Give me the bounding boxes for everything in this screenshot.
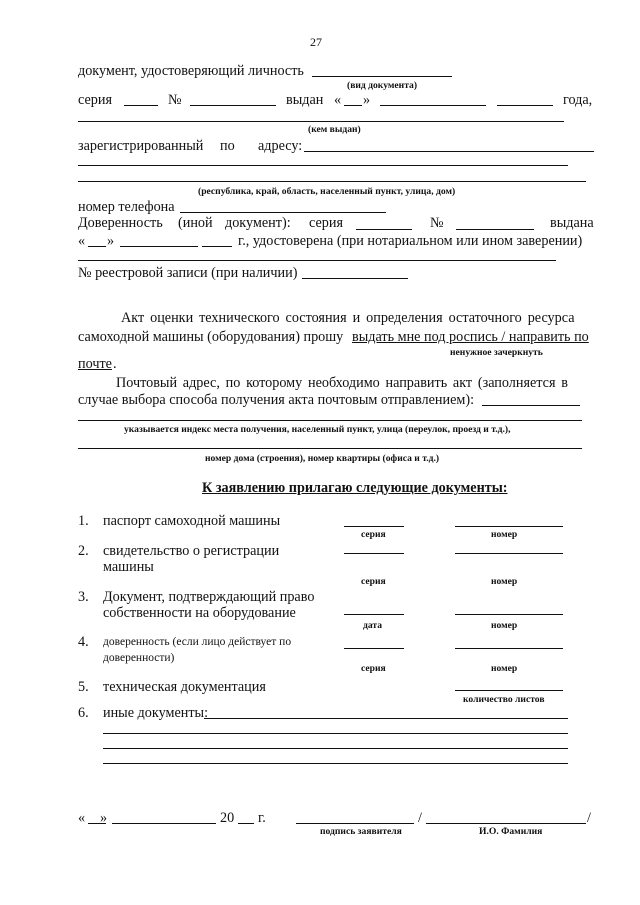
request-line-2-choice: выдать мне под роспись / направить по [352,329,589,345]
postal-hint-1: указывается индекс места получения, населенный пункт, улица (переулок, проезд и т.д.), [124,424,511,435]
issued-month-field[interactable] [380,105,486,106]
item-number-field[interactable] [455,648,563,649]
proxy-date-open: « [78,233,86,249]
item-series-hint: серия [361,576,386,587]
item-number: 2. [78,543,89,559]
proxy-day-field[interactable] [88,246,106,247]
item-label-cont: доверенности) [103,652,175,664]
item-number: 3. [78,589,89,605]
address-field-3[interactable] [78,181,586,182]
item-number: 6. [78,705,89,721]
item-number: 1. [78,513,89,529]
signature-hint: подпись заявителя [320,826,402,837]
attachments-heading: К заявлению прилагаю следующие документы: [202,480,508,496]
item-number: 5. [78,679,89,695]
identity-doc-label: документ, удостоверяющий личность [78,63,304,79]
registry-field[interactable] [302,278,408,279]
identity-doc-field[interactable] [312,76,452,77]
item-number-hint: номер [491,620,518,631]
proxy-certified-text: г., удостоверена (при нотариальном или ином заверении) [238,233,583,249]
issued-day-field[interactable] [344,105,362,106]
phone-field[interactable] [180,212,386,213]
sign-year-field[interactable] [238,823,254,824]
proxy-number-field[interactable] [456,229,534,230]
request-line-1: Акт оценки технического состояния и определения остаточного ресурса [121,310,575,326]
proxy-year-field[interactable] [202,246,232,247]
item-number-field[interactable] [455,614,563,615]
signature-field[interactable] [296,823,414,824]
registry-label: № реестровой записи (при наличии) [78,265,298,281]
registered-at: по [220,138,235,154]
proxy-number-sign: № [430,215,444,231]
item-label-cont: машины [103,559,154,575]
proxy-series-field[interactable] [356,229,412,230]
item-number-field[interactable] [455,526,563,527]
item-label: Документ, подтверждающий право [103,589,315,605]
proxy-word-2: (иной [178,215,213,231]
other-docs-field-3[interactable] [103,748,568,749]
series-field[interactable] [124,105,158,106]
sign-year-suffix: г. [258,810,266,826]
registered-label: зарегистрированный [78,138,204,154]
item-series-hint: серия [361,529,386,540]
address-label: адресу: [258,138,303,154]
address-field-1[interactable] [304,151,594,152]
other-docs-field-1[interactable] [204,718,568,719]
item-date-field[interactable] [344,614,404,615]
page-number: 27 [310,35,322,49]
item-label: паспорт самоходной машины [103,513,281,529]
item-label: техническая документация [103,679,266,695]
proxy-issued-label: выдана [550,215,594,231]
item-number: 4. [78,634,89,650]
number-sign: № [168,92,182,108]
address-hint: (республика, край, область, населенный пункт, улица, дом) [198,186,456,197]
item-number-hint: номер [491,529,518,540]
sign-year-prefix: 20 [220,810,235,826]
item-label: доверенность (если лицо действует по [103,636,292,648]
sign-date-close: » [100,810,108,826]
item-series-field[interactable] [344,526,404,527]
proxy-series-label: серия [309,215,343,231]
request-line-3-dot: . [113,356,117,372]
identity-doc-hint: (вид документа) [347,80,418,91]
series-label: серия [78,92,112,108]
address-field-2[interactable] [78,165,568,166]
postal-hint-2: номер дома (строения), номер квартиры (офиса и т.д.) [205,453,440,464]
strike-hint: ненужное зачеркнуть [450,347,543,358]
signature-slash-2: / [587,810,591,826]
proxy-word-1: Доверенность [78,215,163,231]
item-series-field[interactable] [344,553,404,554]
postal-field-1[interactable] [482,405,580,406]
item-series-field[interactable] [344,648,404,649]
item-date-hint: дата [363,620,383,631]
item-number-hint: номер [491,663,518,674]
name-hint: И.О. Фамилия [479,826,543,837]
issued-date-close: » [363,92,371,108]
postal-field-2[interactable] [78,420,582,421]
year-label: года, [563,92,593,108]
issued-date-open: « [334,92,342,108]
postal-field-3[interactable] [78,448,582,449]
request-line-2-plain: самоходной машины (оборудования) прошу [78,329,344,345]
issued-by-hint: (кем выдан) [308,124,361,135]
other-docs-field-4[interactable] [103,763,568,764]
issued-year-field[interactable] [497,105,553,106]
item-pages-hint: количество листов [463,694,545,705]
signature-slash-1: / [418,810,422,826]
issued-by-field[interactable] [78,121,564,122]
number-field[interactable] [190,105,276,106]
item-pages-field[interactable] [455,690,563,691]
item-label: иные документы: [103,705,209,721]
item-label-cont: собственности на оборудование [103,605,296,621]
phone-label: номер телефона [78,199,175,215]
postal-line-2: случае выбора способа получения акта почтовым отправлением): [78,392,475,408]
postal-line-1: Почтовый адрес, по которому необходимо направить акт (заполняется в [116,375,568,391]
sign-date-open: « [78,810,86,826]
proxy-date-close: » [107,233,115,249]
sign-month-field[interactable] [112,823,216,824]
proxy-certified-field[interactable] [78,260,556,261]
name-field[interactable] [426,823,586,824]
request-line-3-choice: почте [78,356,112,372]
item-number-hint: номер [491,576,518,587]
proxy-month-field[interactable] [120,246,198,247]
item-number-field[interactable] [455,553,563,554]
other-docs-field-2[interactable] [103,733,568,734]
proxy-word-3: документ): [225,215,291,231]
issued-label: выдан [286,92,324,108]
item-label: свидетельство о регистрации [103,543,280,559]
item-series-hint: серия [361,663,386,674]
